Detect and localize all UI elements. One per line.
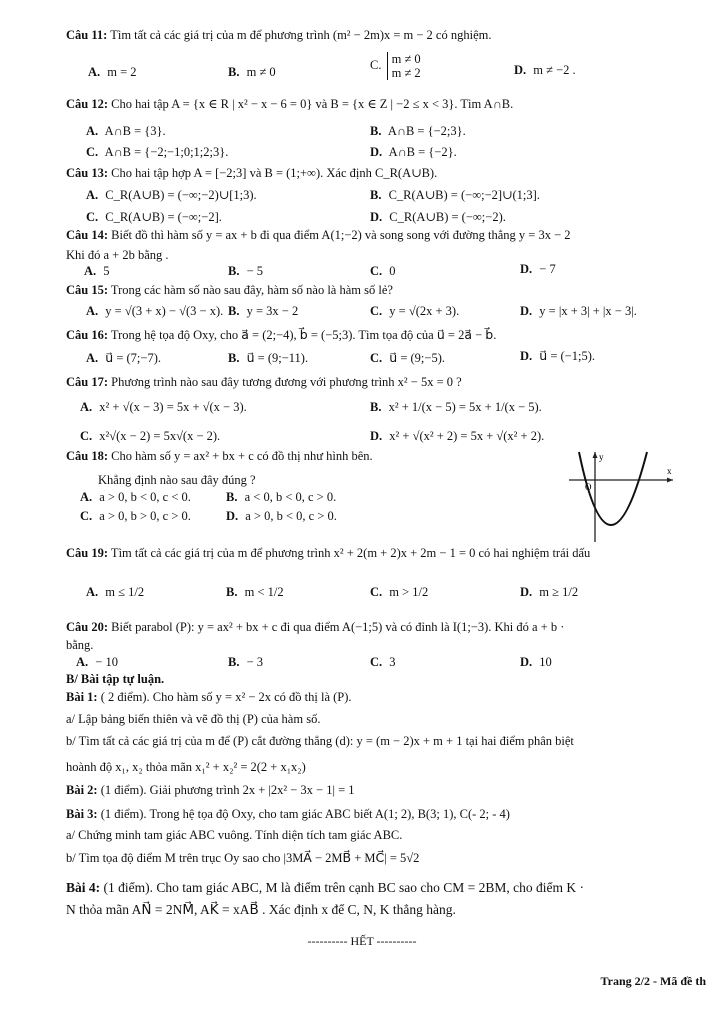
q14-option-d: D. − 7: [520, 262, 556, 276]
q11-option-b: B. m ≠ 0: [228, 65, 276, 79]
q13-option-d: D. C_R(A∪B) = (−∞;−2).: [370, 210, 506, 224]
q16-option-b: B. u⃗ = (9;−11).: [228, 351, 309, 365]
q13-option-b: B. C_R(A∪B) = (−∞;−2]∪(1;3].: [370, 188, 540, 202]
bai-3a: a/ Chứng minh tam giác ABC vuông. Tính diện tích tam giác ABC.: [66, 828, 403, 842]
page-footer: Trang 2/2 - Mã đề th: [600, 974, 706, 988]
y-axis-label: y: [599, 452, 604, 462]
q11-option-c-label: C.: [370, 57, 382, 72]
question-19: Câu 19: Tìm tất cả các giá trị của m để phương trình x² + 2(m + 2)x + 2m − 1 = 0 có hai nghiệm trái dấu: [66, 546, 591, 560]
q16-option-a: A. u⃗ = (7;−7).: [86, 351, 161, 365]
q20-option-a: A. − 10: [76, 655, 118, 669]
bai-4: Bài 4: (1 điểm). Cho tam giác ABC, M là điểm trên cạnh BC sao cho CM = 2BM, cho điểm K ·: [66, 880, 584, 895]
bai-3: Bài 3: (1 điểm). Trong hệ tọa độ Oxy, cho tam giác ABC biết A(1; 2), B(3; 1), C(- 2; - 4): [66, 807, 510, 821]
question-12: Câu 12: Cho hai tập A = {x ∈ R | x² − x − 6 = 0} và B = {x ∈ Z | −2 ≤ x < 3}. Tìm A∩B.: [66, 97, 514, 111]
bai-1: Bài 1: ( 2 điểm). Cho hàm số y = x² − 2x có đồ thị là (P).: [66, 690, 352, 704]
q19-option-b: B. m < 1/2: [226, 585, 284, 599]
bai-3b: b/ Tìm tọa độ điểm M trên trục Oy sao cho |3MA⃗ − 2MB⃗ + MC⃗| = 5√2: [66, 851, 420, 865]
q13-option-c: C. C_R(A∪B) = (−∞;−2].: [86, 210, 222, 224]
q11-option-d: D. m ≠ −2 .: [514, 63, 576, 77]
question-15: Câu 15: Trong các hàm số nào sau đây, hàm số nào là hàm số lẻ?: [66, 283, 393, 297]
bai-1b: b/ Tìm tất cả các giá trị của m để (P) cắt đường thẳng (d): y = (m − 2)x + m + 1 tại hai điểm phân biệt: [66, 734, 574, 748]
q14-option-a: A. 5: [84, 264, 110, 278]
question-16: Câu 16: Trong hệ tọa độ Oxy, cho a⃗ = (2;−4), b⃗ = (−5;3). Tìm tọa độ của u⃗ = 2a⃗ − b⃗.: [66, 328, 497, 342]
question-13: Câu 13: Cho hai tập hợp A = [−2;3] và B = (1;+∞). Xác định C_R(A∪B).: [66, 166, 438, 180]
q17-option-b: B. x² + 1/(x − 5) = 5x + 1/(x − 5).: [370, 400, 542, 414]
q18-option-a: A. a > 0, b < 0, c < 0.: [80, 490, 191, 504]
q20-option-b: B. − 3: [228, 655, 264, 669]
q15-option-c: C. y = √(2x + 3).: [370, 304, 460, 318]
q15-option-b: B. y = 3x − 2: [228, 304, 299, 318]
q12-option-b: B. A∩B = {−2;3}.: [370, 124, 466, 138]
bai-2: Bài 2: (1 điểm). Giải phương trình 2x + |2x² − 3x − 1| = 1: [66, 783, 355, 797]
q11-option-c-system: [387, 52, 421, 80]
q13-option-a: A. C_R(A∪B) = (−∞;−2)∪[1;3).: [86, 188, 257, 202]
q17-option-d: D. x² + √(x² + 2) = 5x + √(x² + 2).: [370, 429, 545, 443]
question-18: Câu 18: Cho hàm số y = ax² + bx + c có đồ thị như hình bên.: [66, 449, 373, 463]
q15-option-d: D. y = |x + 3| + |x − 3|.: [520, 304, 637, 318]
x-axis-label: x: [667, 466, 672, 476]
question-17: Câu 17: Phương trình nào sau đây tương đương với phương trình x² − 5x = 0 ?: [66, 375, 462, 389]
q11-option-a: A. m = 2: [88, 65, 137, 79]
parabola-graph: [565, 448, 677, 544]
q11-option-c: [370, 52, 421, 80]
q18-option-c: C. a > 0, b > 0, c > 0.: [80, 509, 191, 523]
q20-option-c: C. 3: [370, 655, 396, 669]
q14-option-b: B. − 5: [228, 264, 264, 278]
q18-option-b: B. a < 0, b < 0, c > 0.: [226, 490, 337, 504]
q19-option-a: A. m ≤ 1/2: [86, 585, 145, 599]
bai-1a: a/ Lập bảng biến thiên và vẽ đồ thị (P) của hàm số.: [66, 712, 321, 726]
question-14: Câu 14: Biết đồ thì hàm số y = ax + b đi qua điểm A(1;−2) và song song với đường thẳng y = 3x − 2: [66, 228, 571, 242]
end-mark: ---------- HẾT ----------: [307, 934, 417, 948]
bai-1b-cont: hoành độ x₁, x₂ thỏa mãn x₁² + x₂² = 2(2 + x₁x₂): [66, 760, 306, 774]
y-axis-arrow: [593, 452, 598, 458]
q17-option-c: C. x²√(x − 2) = 5x√(x − 2).: [80, 429, 221, 443]
q18-option-d: D. a > 0, b < 0, c > 0.: [226, 509, 337, 523]
q16-option-d: D. u⃗ = (−1;5).: [520, 349, 595, 363]
q11-c-bottom: m ≠ 2: [391, 66, 421, 80]
q20-option-d: D. 10: [520, 655, 552, 669]
question-20: Câu 20: Biết parabol (P): y = ax² + bx + c đi qua điểm A(−1;5) và có đỉnh là I(1;−3). Khi đó a + b ·: [66, 620, 565, 634]
origin-label: O: [585, 482, 592, 492]
q11-c-top: m ≠ 0: [391, 52, 421, 66]
question-20-cont: bằng.: [66, 638, 94, 652]
q17-option-a: A. x² + √(x − 3) = 5x + √(x − 3).: [80, 400, 247, 414]
bai-4-cont: N thỏa mãn AN⃗ = 2NM⃗, AK⃗ = xAB⃗ . Xác định x để C, N, K thẳng hàng.: [66, 902, 456, 917]
q15-option-a: A. y = √(3 + x) − √(3 − x).: [86, 304, 224, 318]
q12-option-a: A. A∩B = {3}.: [86, 124, 166, 138]
q19-option-d: D. m ≥ 1/2: [520, 585, 579, 599]
question-11: Câu 11: Tìm tất cả các giá trị của m để phương trình (m² − 2m)x = m − 2 có nghiệm.: [66, 28, 492, 42]
q12-option-c: C. A∩B = {−2;−1;0;1;2;3}.: [86, 145, 229, 159]
part-b-heading: B/ Bài tập tự luận.: [66, 672, 165, 686]
q16-option-c: C. u⃗ = (9;−5).: [370, 351, 445, 365]
question-14-cont: Khi đó a + 2b bằng .: [66, 248, 169, 262]
q14-option-c: C. 0: [370, 264, 396, 278]
question-18-cont: Khẳng định nào sau đây đúng ?: [98, 473, 256, 487]
q19-option-c: C. m > 1/2: [370, 585, 429, 599]
q12-option-d: D. A∩B = {−2}.: [370, 145, 457, 159]
x-axis-arrow: [667, 478, 673, 483]
